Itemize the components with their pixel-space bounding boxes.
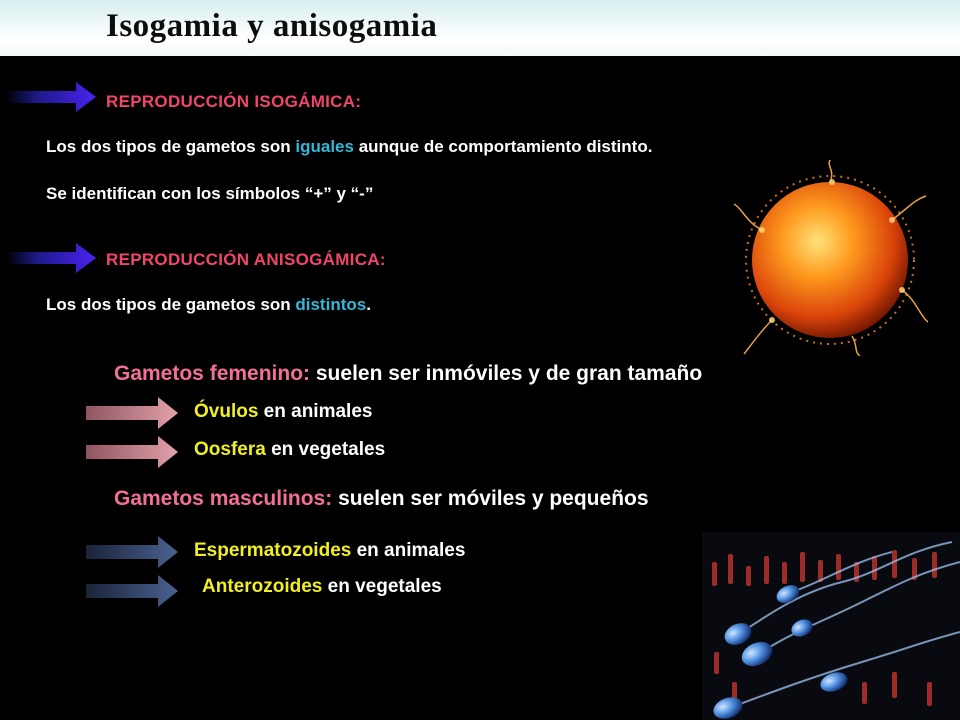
male-item-term: Anterozoides bbox=[202, 576, 323, 597]
slide-title: Isogamia y anisogamia bbox=[106, 8, 438, 44]
female-description: suelen ser inmóviles y de gran tamaño bbox=[310, 362, 703, 385]
anisogamic-line-1-end: . bbox=[366, 295, 371, 314]
arrow-right-icon bbox=[6, 82, 96, 112]
isogamic-line-1-end: aunque de comportamiento distinto. bbox=[353, 137, 653, 156]
female-gametes-line bbox=[114, 362, 702, 386]
sperm-image bbox=[702, 532, 960, 720]
anisogamic-line-1 bbox=[46, 295, 371, 315]
isogamic-highlight: iguales bbox=[295, 137, 354, 156]
arrow-right-icon bbox=[86, 575, 178, 607]
male-description: suelen ser móviles y pequeños bbox=[332, 487, 649, 510]
male-label: Gametos masculinos: bbox=[114, 487, 333, 510]
arrow-right-icon bbox=[86, 436, 178, 468]
female-item-rest: en vegetales bbox=[265, 439, 386, 460]
male-item-rest: en vegetales bbox=[322, 576, 442, 597]
male-item-espermatozoides bbox=[194, 540, 465, 562]
egg-image bbox=[732, 160, 928, 356]
isogamic-heading: REPRODUCCIÓN ISOGÁMICA: bbox=[106, 92, 362, 111]
isogamic-line-1-start: Los dos tipos de gametos son bbox=[46, 137, 296, 156]
female-item-term: Óvulos bbox=[194, 401, 259, 422]
female-label: Gametos femenino: bbox=[114, 362, 311, 385]
isogamic-line-1 bbox=[46, 137, 652, 157]
female-item-oosfera bbox=[194, 439, 385, 461]
title-bar bbox=[0, 0, 960, 56]
male-item-anterozoides bbox=[202, 576, 442, 598]
male-gametes-line bbox=[114, 487, 649, 511]
male-item-term: Espermatozoides bbox=[194, 540, 352, 561]
female-item-rest: en animales bbox=[258, 401, 373, 422]
female-item-term: Oosfera bbox=[194, 439, 266, 460]
anisogamic-heading: REPRODUCCIÓN ANISOGÁMICA: bbox=[106, 250, 386, 269]
arrow-right-icon bbox=[86, 536, 178, 568]
anisogamic-highlight: distintos bbox=[295, 295, 367, 314]
female-item-ovulos bbox=[194, 401, 372, 423]
arrow-right-icon bbox=[6, 243, 96, 273]
isogamic-line-2: Se identifican con los símbolos “+” y “-” bbox=[46, 184, 374, 203]
male-item-rest: en animales bbox=[351, 540, 466, 561]
anisogamic-line-1-start: Los dos tipos de gametos son bbox=[46, 295, 296, 314]
arrow-right-icon bbox=[86, 397, 178, 429]
